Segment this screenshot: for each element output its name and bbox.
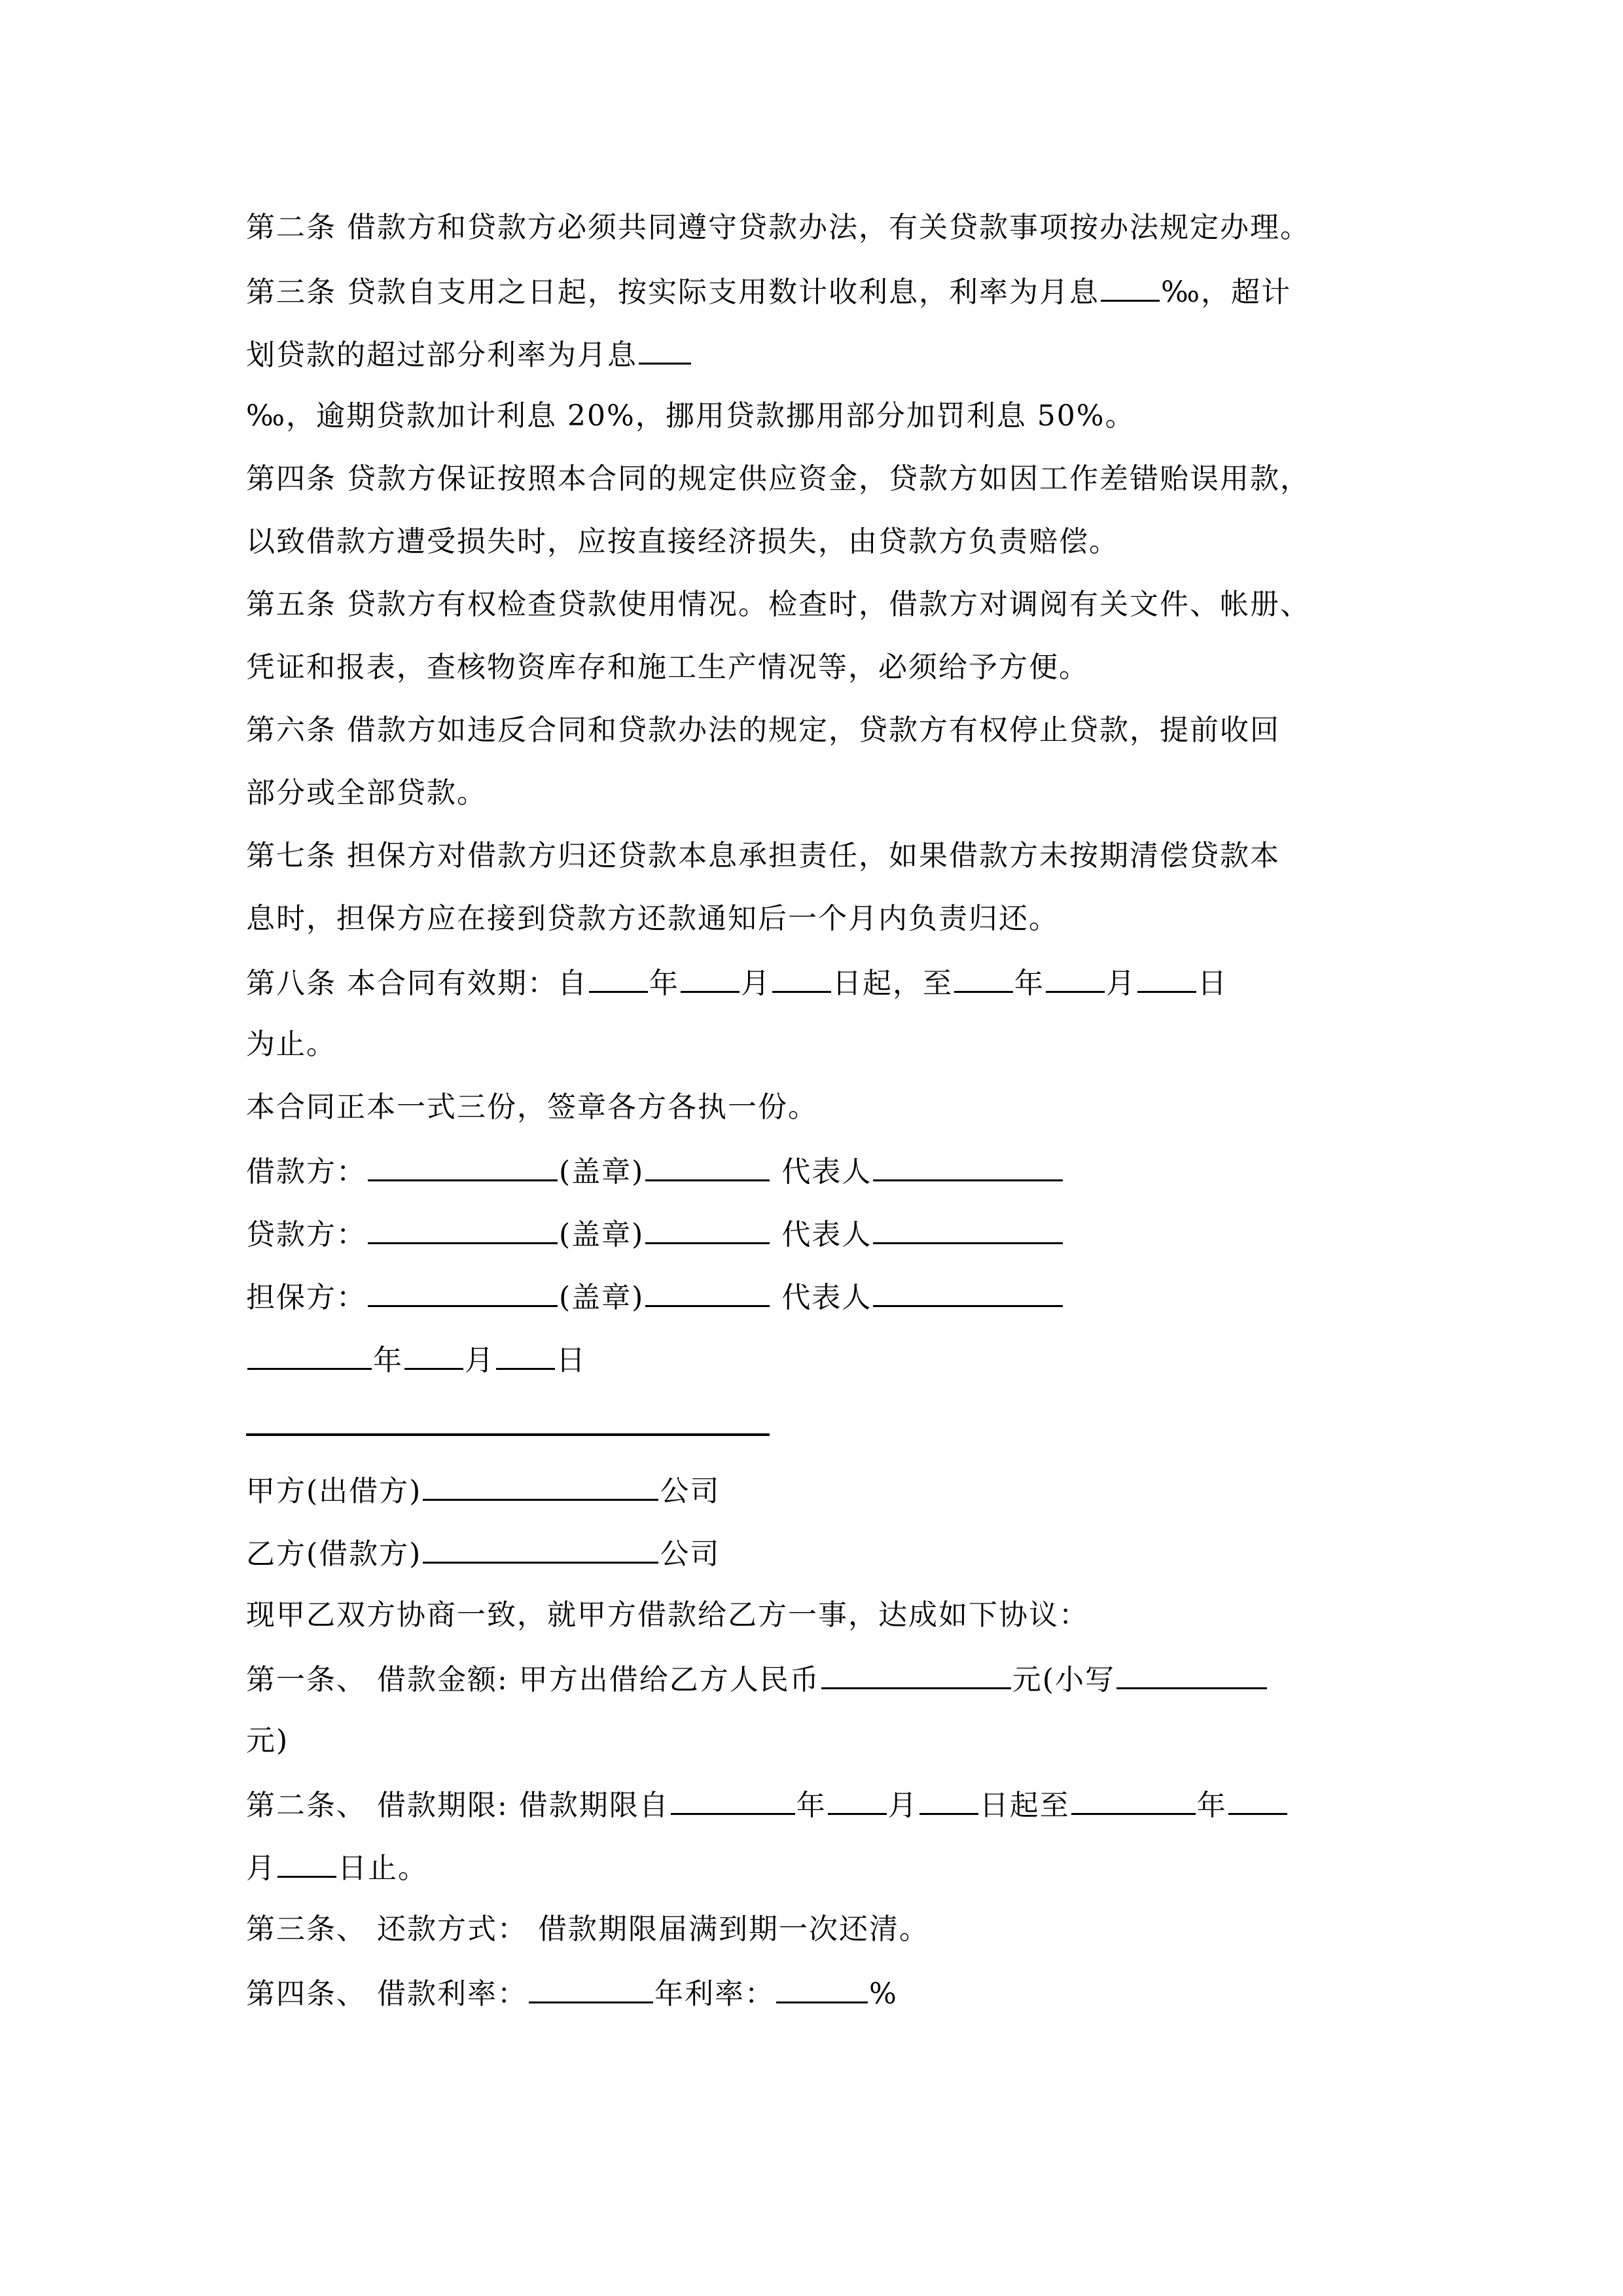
copies-text: 本合同正本一式三份，签章各方各执一份。 bbox=[246, 1090, 818, 1124]
article-8-end: 为止。 bbox=[246, 1028, 336, 1061]
borrower-label: 借款方： bbox=[246, 1155, 366, 1189]
clause-1-text: 第一条、 借款金额: 甲方出借给乙方人民币 bbox=[246, 1663, 820, 1696]
start-year-blank[interactable] bbox=[589, 962, 648, 993]
month-label: 月 bbox=[887, 1789, 918, 1822]
lender-label: 贷款方： bbox=[246, 1218, 366, 1251]
seal-label: (盖章) bbox=[559, 1281, 645, 1314]
day-label: 日 bbox=[1198, 967, 1228, 1000]
start-month-blank[interactable] bbox=[681, 962, 740, 993]
clause-2-line-1 bbox=[246, 1784, 1289, 1825]
sign-day-blank[interactable] bbox=[496, 1339, 555, 1370]
lender-signature-row bbox=[246, 1213, 1064, 1255]
article-7-line-1 bbox=[246, 836, 1280, 876]
year-label: 年 bbox=[1196, 1789, 1227, 1822]
guarantor-signature-row bbox=[246, 1276, 1064, 1318]
loan-start-day-blank[interactable] bbox=[919, 1784, 978, 1815]
article-4-line-2 bbox=[246, 522, 1119, 562]
company-label: 公司 bbox=[660, 1537, 721, 1571]
clause-3 bbox=[246, 1910, 929, 1949]
loan-amount-figure-blank[interactable] bbox=[1116, 1659, 1267, 1689]
clause-1-lowercase-label: 元(小写 bbox=[1012, 1663, 1115, 1696]
party-b-row bbox=[246, 1533, 720, 1574]
article-8-line-2 bbox=[246, 1025, 336, 1064]
article-6-line-2 bbox=[246, 774, 487, 813]
company-label: 公司 bbox=[660, 1475, 721, 1508]
article-5-line-1 bbox=[246, 585, 1310, 624]
party-b-name-blank[interactable] bbox=[423, 1533, 658, 1564]
borrower-seal-blank[interactable] bbox=[645, 1151, 770, 1181]
article-4-text-2: 以致借款方遭受损失时，应按直接经济损失，由贷款方负责赔偿。 bbox=[246, 525, 1119, 558]
article-7-text-1: 第七条 担保方对借款方归还贷款本息承担责任，如果借款方未按期清偿贷款本 bbox=[246, 839, 1280, 872]
section-divider bbox=[246, 1433, 770, 1436]
article-3-text-b: ‰，超计 bbox=[1160, 276, 1292, 309]
borrower-rep-blank[interactable] bbox=[873, 1151, 1063, 1181]
guarantor-rep-blank[interactable] bbox=[873, 1276, 1063, 1307]
clause-2-text: 第二条、 借款期限: 借款期限自 bbox=[246, 1789, 669, 1822]
article-3-text-c: 划贷款的超过部分利率为月息 bbox=[246, 338, 637, 372]
article-3-line-3 bbox=[246, 397, 1135, 436]
article-4-text-1: 第四条 贷款方保证按照本合同的规定供应资金，贷款方如因工作差错贻误用款， bbox=[246, 462, 1310, 495]
guarantor-name-blank[interactable] bbox=[368, 1276, 558, 1307]
month-label: 月 bbox=[741, 967, 771, 1000]
interest-rate-blank[interactable] bbox=[1101, 271, 1160, 302]
day-end-label: 日止。 bbox=[338, 1852, 428, 1885]
article-7-text-2: 息时，担保方应在接到贷款方还款通知后一个月内负责归还。 bbox=[246, 902, 1059, 935]
article-6-text-1: 第六条 借款方如违反合同和贷款办法的规定，贷款方有权停止贷款，提前收回 bbox=[246, 713, 1280, 747]
intro-text: 现甲乙双方协商一致，就甲方借款给乙方一事，达成如下协议： bbox=[246, 1598, 1089, 1632]
start-day-blank[interactable] bbox=[772, 962, 831, 993]
interest-type-blank[interactable] bbox=[529, 1973, 653, 2003]
loan-end-year-blank[interactable] bbox=[1071, 1784, 1196, 1815]
party-b-label: 乙方(借款方) bbox=[246, 1537, 422, 1571]
clause-3-text: 第三条、 还款方式： 借款期限届满到期一次还清。 bbox=[246, 1912, 929, 1946]
article-3-text-a: 第三条 贷款自支用之日起，按实际支用数计收利息，利率为月息 bbox=[246, 276, 1099, 309]
year-label: 年 bbox=[1014, 967, 1044, 1000]
article-5-line-2 bbox=[246, 648, 1089, 687]
article-2-text: 第二条 借款方和贷款方必须共同遵守贷款办法，有关贷款事项按办法规定办理。 bbox=[246, 211, 1310, 244]
annual-rate-label: 年利率： bbox=[654, 1977, 775, 2011]
representative-label: 代表人 bbox=[781, 1218, 872, 1251]
article-5-text-2: 凭证和报表，查核物资库存和施工生产情况等，必须给予方便。 bbox=[246, 651, 1089, 684]
article-5-text-1: 第五条 贷款方有权检查贷款使用情况。检查时，借款方对调阅有关文件、帐册、 bbox=[246, 588, 1310, 621]
article-3-line-1 bbox=[246, 271, 1291, 312]
article-3-line-2 bbox=[246, 334, 692, 375]
borrower-name-blank[interactable] bbox=[368, 1151, 558, 1181]
copies-note bbox=[246, 1088, 818, 1127]
annual-rate-blank[interactable] bbox=[776, 1973, 868, 2003]
guarantor-label: 担保方： bbox=[246, 1281, 366, 1314]
article-8-text: 第八条 本合同有效期：自 bbox=[246, 967, 588, 1000]
article-4-line-1 bbox=[246, 459, 1310, 499]
day-from-label: 日起，至 bbox=[832, 967, 953, 1000]
article-8-line-1 bbox=[246, 962, 1228, 1003]
seal-label: (盖章) bbox=[559, 1155, 645, 1189]
article-3-text-d: ‰，逾期贷款加计利息 20%，挪用贷款挪用部分加罚利息 50%。 bbox=[246, 399, 1135, 433]
clause-1-line-2 bbox=[246, 1721, 289, 1761]
loan-end-day-blank[interactable] bbox=[277, 1847, 336, 1878]
loan-start-year-blank[interactable] bbox=[671, 1784, 795, 1815]
representative-label: 代表人 bbox=[781, 1281, 872, 1314]
year-label: 年 bbox=[373, 1344, 403, 1377]
year-label: 年 bbox=[796, 1789, 827, 1822]
lender-seal-blank[interactable] bbox=[645, 1213, 770, 1244]
sign-year-blank[interactable] bbox=[247, 1339, 372, 1370]
day-until-label: 日起至 bbox=[979, 1789, 1070, 1822]
loan-amount-blank[interactable] bbox=[821, 1659, 1011, 1689]
month-label: 月 bbox=[246, 1852, 276, 1885]
percent-sign: % bbox=[869, 1977, 898, 2011]
lender-rep-blank[interactable] bbox=[873, 1213, 1063, 1244]
clause-4 bbox=[246, 1973, 898, 2014]
seal-label: (盖章) bbox=[559, 1218, 645, 1251]
end-month-blank[interactable] bbox=[1046, 962, 1105, 993]
clause-1-line-1 bbox=[246, 1659, 1268, 1700]
year-label: 年 bbox=[649, 967, 679, 1000]
loan-end-month-blank[interactable] bbox=[1228, 1784, 1287, 1815]
clause-4-text: 第四条、 借款利率： bbox=[246, 1977, 527, 2011]
borrower-signature-row bbox=[246, 1151, 1064, 1192]
party-a-row bbox=[246, 1470, 720, 1511]
party-a-name-blank[interactable] bbox=[423, 1470, 658, 1501]
agreement-intro bbox=[246, 1596, 1089, 1635]
article-7-line-2 bbox=[246, 899, 1059, 939]
signing-date-row bbox=[246, 1339, 586, 1380]
day-label: 日 bbox=[556, 1344, 586, 1377]
article-6-text-2: 部分或全部贷款。 bbox=[246, 776, 487, 810]
guarantor-seal-blank[interactable] bbox=[645, 1276, 770, 1307]
month-label: 月 bbox=[465, 1344, 495, 1377]
sign-month-blank[interactable] bbox=[404, 1339, 463, 1370]
lender-name-blank[interactable] bbox=[368, 1213, 558, 1244]
excess-rate-blank[interactable] bbox=[639, 334, 691, 365]
month-label: 月 bbox=[1106, 967, 1136, 1000]
representative-label: 代表人 bbox=[781, 1155, 872, 1189]
end-year-blank[interactable] bbox=[954, 962, 1013, 993]
article-6-line-1 bbox=[246, 711, 1280, 750]
article-2 bbox=[246, 208, 1310, 247]
clause-1-end: 元) bbox=[246, 1724, 289, 1757]
clause-2-line-2 bbox=[246, 1847, 428, 1888]
loan-start-month-blank[interactable] bbox=[828, 1784, 887, 1815]
end-day-blank[interactable] bbox=[1137, 962, 1196, 993]
party-a-label: 甲方(出借方) bbox=[246, 1475, 422, 1508]
